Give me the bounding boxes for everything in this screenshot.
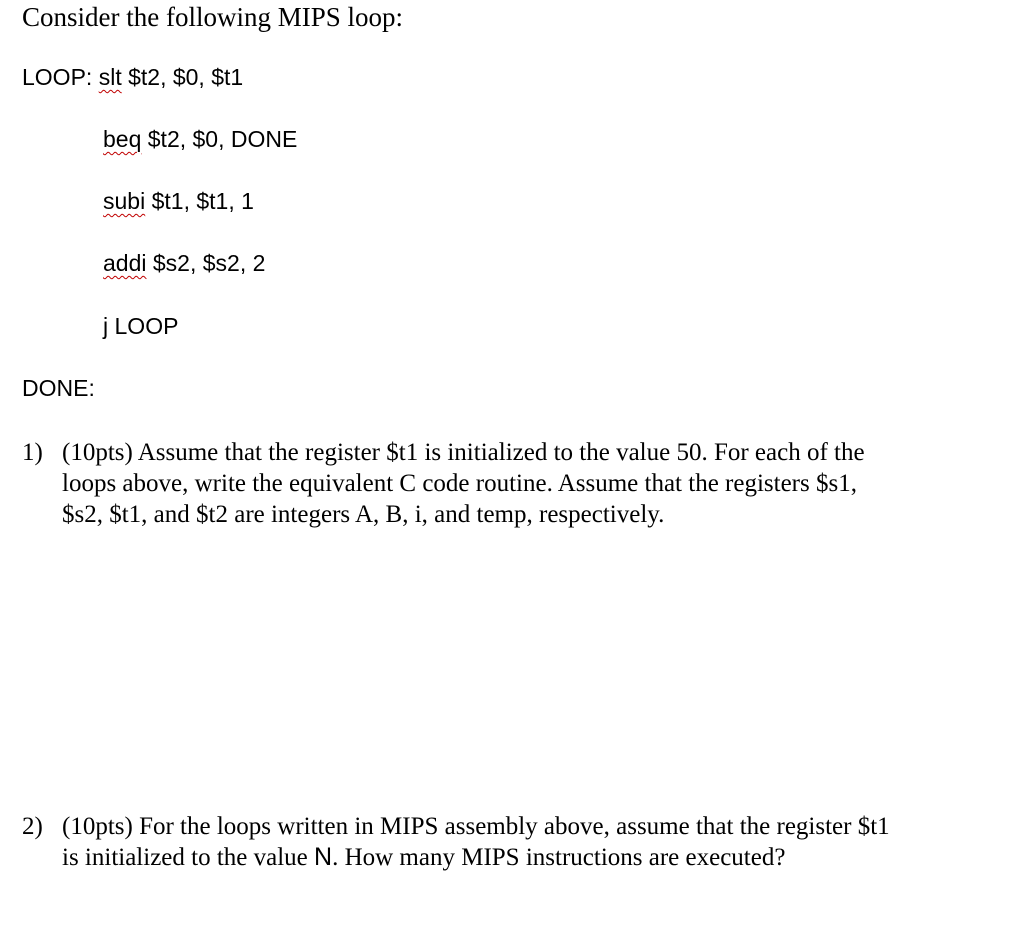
done-label: DONE:	[22, 375, 95, 401]
operands-addi: $s2, $s2, 2	[152, 250, 266, 276]
code-line-addi	[103, 252, 265, 275]
mnemonic-slt: slt	[98, 64, 122, 90]
operands-j: LOOP	[114, 313, 179, 339]
code-line-j	[103, 315, 178, 338]
question-2-line-2	[62, 842, 890, 873]
question-2-line-1: (10pts) For the loops written in MIPS assembly above, assume that the register $t1	[62, 813, 890, 840]
question-1-line-2: loops above, write the equivalent C code routine. Assume that the registers $s1,	[62, 470, 857, 497]
mnemonic-beq: beq	[103, 126, 142, 152]
code-line-subi	[103, 190, 254, 213]
question-2-body	[62, 811, 890, 873]
operands-beq: $t2, $0, DONE	[147, 126, 298, 152]
code-line-slt	[22, 66, 243, 89]
question-2-variable-n: N	[314, 843, 333, 871]
mnemonic-addi: addi	[103, 250, 147, 276]
mnemonic-j: j	[103, 313, 109, 339]
question-2-line-2-before: is initialized to the value	[62, 844, 315, 871]
question-1-number: 1)	[22, 439, 43, 466]
loop-label: LOOP:	[22, 64, 93, 90]
operands-subi: $t1, $t1, 1	[151, 188, 254, 214]
question-1-line-3: $s2, $t1, and $t2 are integers A, B, i, and temp, respectively.	[62, 501, 665, 528]
mnemonic-subi: subi	[103, 188, 146, 214]
question-1-line-1: (10pts) Assume that the register $t1 is initialized to the value 50. For each of the	[62, 439, 865, 466]
question-2-line-2-after: . How many MIPS instructions are executed?	[332, 844, 786, 871]
code-line-beq	[103, 128, 297, 151]
question-2-number: 2)	[22, 813, 43, 840]
operands-slt: $t2, $0, $t1	[128, 64, 244, 90]
question-1-body	[62, 437, 865, 530]
intro-text: Consider the following MIPS loop:	[22, 2, 404, 32]
